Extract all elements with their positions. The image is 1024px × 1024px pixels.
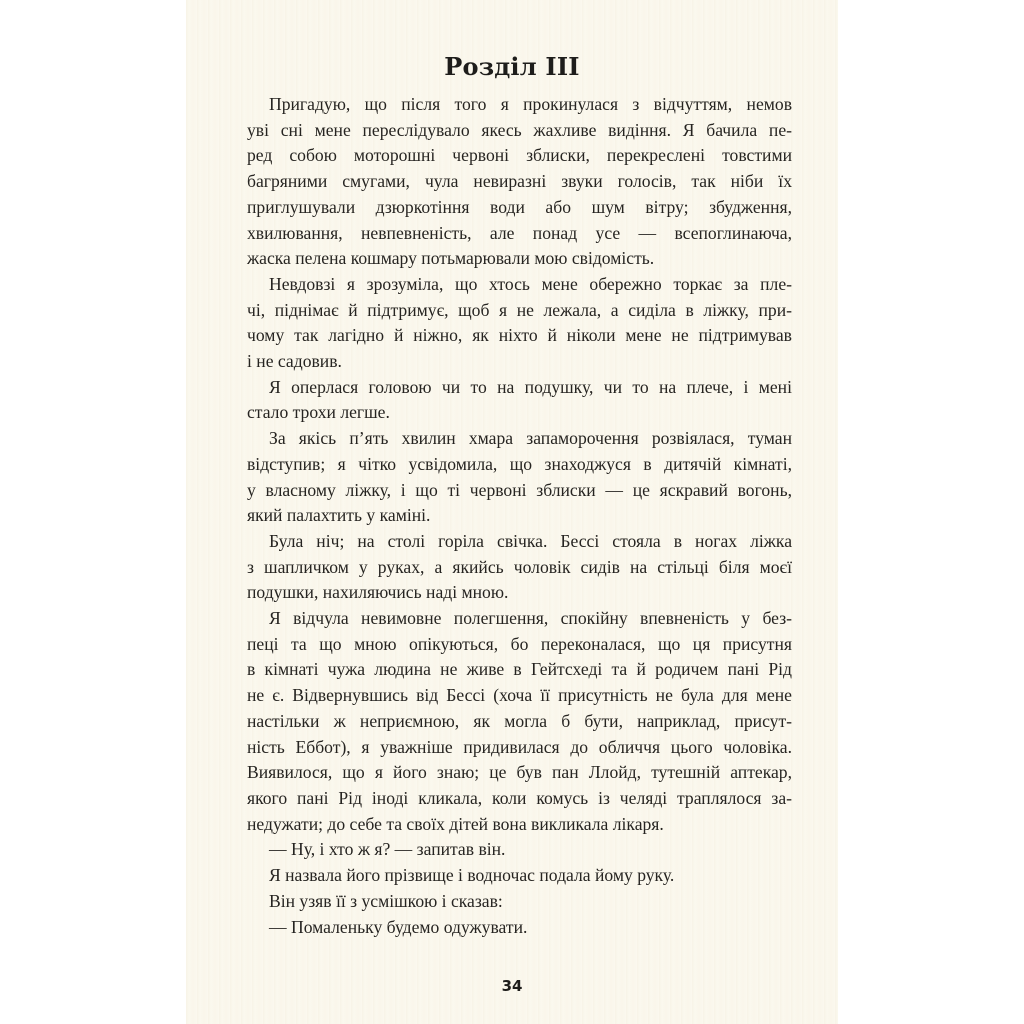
text-line: уві сні мене переслідувало якесь жахливе видіння. Я бачила пе- [247,119,792,140]
text-line: багряними смугами, чула невиразні звуки голосів, так ніби їх [247,171,792,192]
body-text [247,92,792,940]
text-line: не є. Відвернувшись від Бессі (хоча її присутність не була для мене [247,685,792,706]
text-line: — Помаленьку будемо одужувати. [269,916,528,937]
text-line: відступив; я чітко усвідомила, що знаходжуся в дитячій кімнаті, [247,453,792,474]
text-line: недужати; до себе та своїх дітей вона викликала лікаря. [247,813,664,834]
book-page [186,0,838,1024]
text-line: Я відчула невимовне полегшення, спокійну впевненість у без- [269,608,792,629]
text-line: За якісь п’ять хвилин хмара запаморочення розвіялася, туман [269,428,792,449]
text-line: ність Еббот), я уважніше придивилася до обличчя цього чоловіка. [247,736,792,757]
text-line: в кімнаті чужа людина не живе в Гейтсхеді та й родичем пані Рід [247,659,792,680]
text-line: ред собою моторошні червоні зблиски, перекреслені товстими [247,145,792,166]
text-line: Була ніч; на столі горіла свічка. Бессі стояла в ногах ліжка [269,530,792,551]
text-line: у власному ліжку, і що ті червоні зблиски — це яскравий вогонь, [247,479,792,500]
text-line: пеці та що мною опікуються, бо переконалася, що ця присутня [247,633,792,654]
text-line: Він узяв її з усмішкою і сказав: [269,890,503,911]
text-line: Я оперлася головою чи то на подушку, чи то на плече, і мені [269,376,792,397]
paragraph [247,272,792,375]
text-line: хвилювання, невпевненість, але понад усе — всепоглинаюча, [247,222,792,243]
page-number: 34 [501,977,523,995]
text-line: з шапличком у руках, а якийсь чоловік сидів на стільці біля моєї [247,556,792,577]
text-line: стало трохи легше. [247,402,390,423]
dialogue-line [247,915,792,941]
paragraph [247,889,792,915]
paragraph [247,529,792,606]
text-line: чі, піднімає й підтримує, щоб я не лежала, а сиділа в ліжку, при- [247,299,792,320]
text-line: Пригадую, що після того я прокинулася з відчуттям, немов [269,94,792,114]
text-line: якого пані Рід іноді кликала, коли комусь із челяді траплялося за- [247,787,792,808]
paragraph [247,375,792,426]
text-line: настільки ж неприємною, як могла б бути, наприклад, присут- [247,710,792,731]
paragraph [247,92,792,272]
chapter-title: Розділ III [444,52,580,81]
paragraph [247,863,792,889]
text-line: Виявилося, що я його знаю; це був пан Ллойд, тутешній аптекар, [247,762,792,783]
text-line: — Ну, і хто ж я? — запитав він. [269,839,506,860]
text-line: і не садовив. [247,351,342,372]
text-line: Я назвала його прізвище і водночас подала йому руку. [269,865,675,886]
text-line: подушки, нахиляючись наді мною. [247,582,509,603]
text-line: Невдовзі я зрозуміла, що хтось мене обережно торкає за пле- [269,273,792,294]
text-line: приглушували дзюркотіння води або шум вітру; збудження, [247,196,792,217]
text-line: який палахтить у каміні. [247,505,431,526]
dialogue-line [247,837,792,863]
text-line: чому так лагідно й ніжно, як ніхто й ніколи мене не підтримував [247,325,792,346]
text-line: жаска пелена кошмару потьмарювали мою свідомість. [247,248,655,269]
paragraph [247,606,792,837]
paragraph [247,426,792,529]
